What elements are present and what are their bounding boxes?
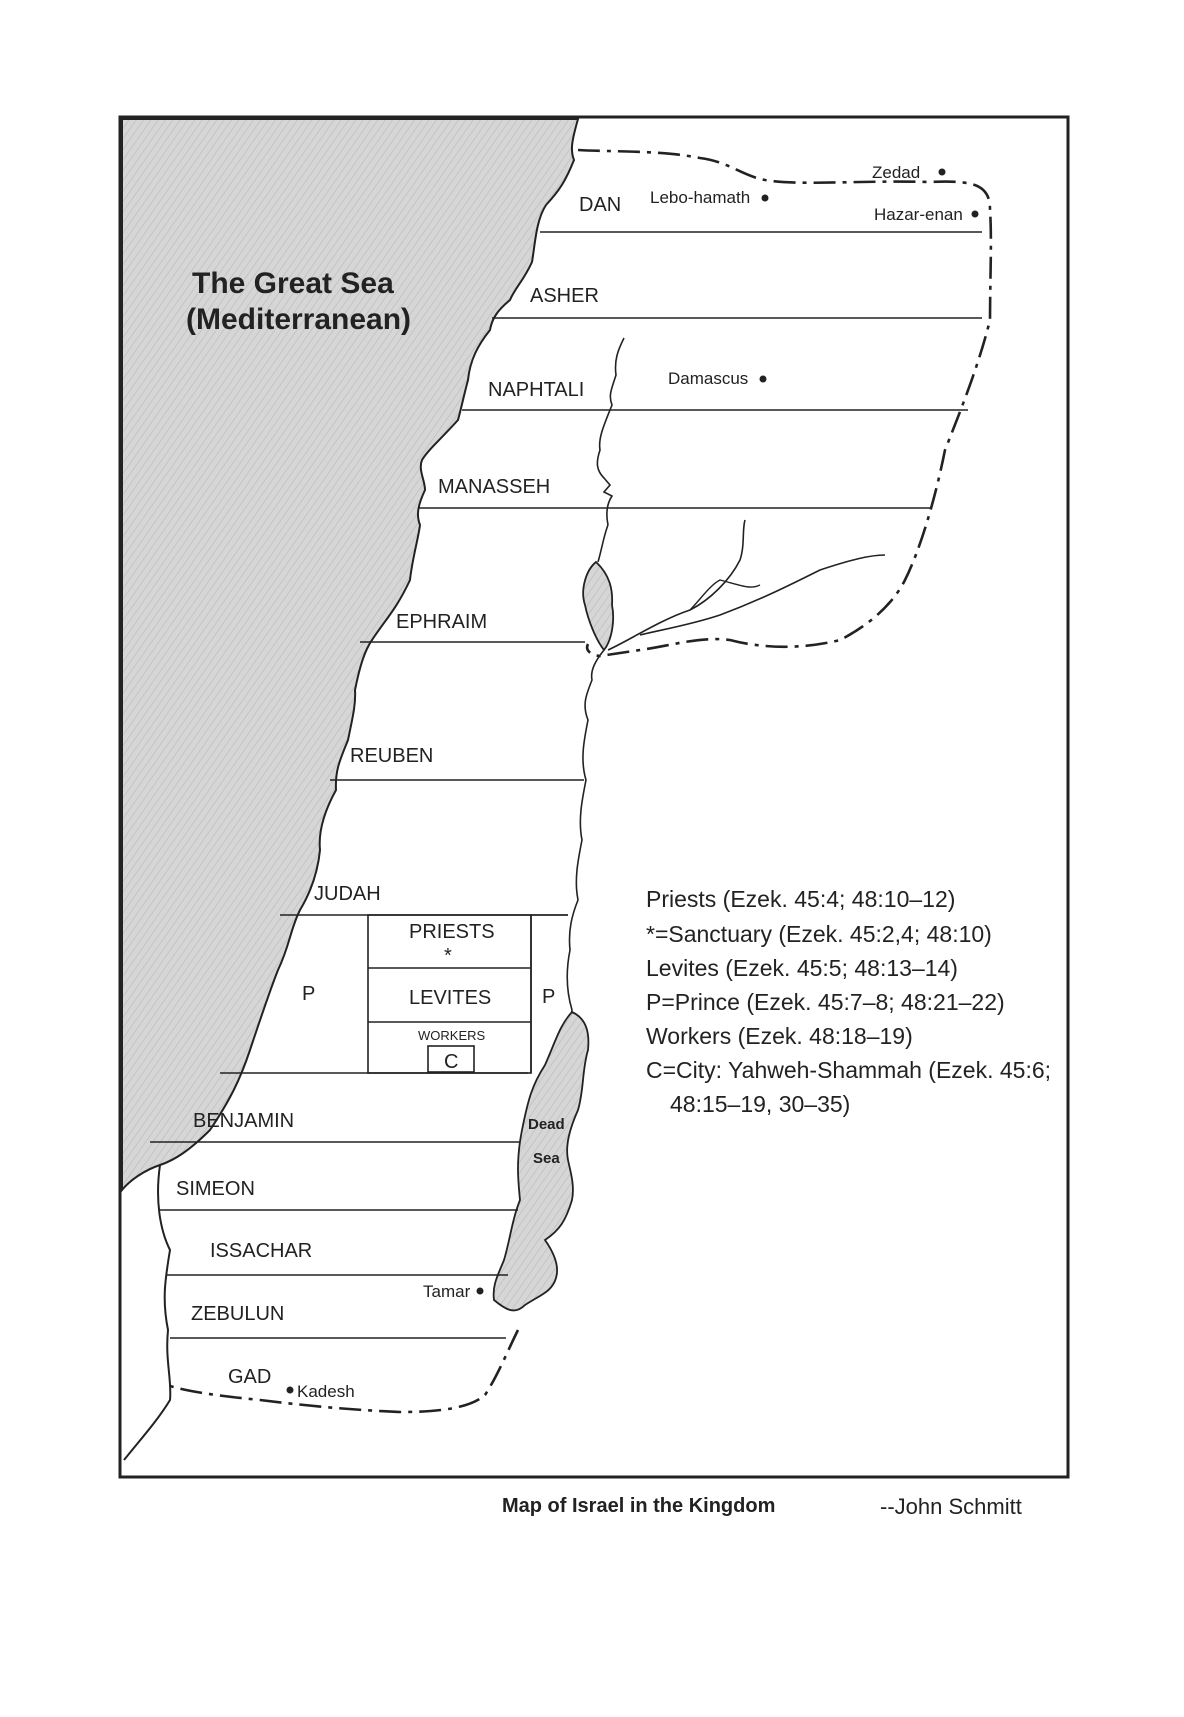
tribe-label-ephraim: EPHRAIM: [396, 611, 488, 633]
lebo-hamath-label: Lebo-hamath: [650, 188, 751, 207]
sanctuary-mark: *: [444, 945, 452, 967]
tribe-label-simeon: SIMEON: [176, 1178, 255, 1200]
zedad-label: Zedad: [872, 163, 921, 182]
tamar-dot: [477, 1288, 484, 1295]
map-caption: Map of Israel in the Kingdom: [502, 1495, 776, 1517]
damascus-dot: [760, 376, 767, 383]
legend-item: *=Sanctuary (Ezek. 45:2,4; 48:10): [646, 921, 992, 947]
tribe-label-asher: ASHER: [530, 285, 599, 307]
kadesh-label: Kadesh: [297, 1382, 355, 1401]
legend-item: Levites (Ezek. 45:5; 48:13–14): [646, 955, 958, 981]
tribe-label-zebulun: ZEBULUN: [191, 1303, 285, 1325]
tribe-label-benjamin: BENJAMIN: [193, 1110, 295, 1132]
legend-item: Priests (Ezek. 45:4; 48:10–12): [646, 886, 956, 912]
legend-item: Workers (Ezek. 48:18–19): [646, 1023, 913, 1049]
legend-item: P=Prince (Ezek. 45:7–8; 48:21–22): [646, 989, 1005, 1015]
map-author: --John Schmitt: [880, 1494, 1022, 1519]
hazar-enan-label: Hazar-enan: [874, 205, 963, 224]
tamar-label: Tamar: [423, 1282, 471, 1301]
city-label: C: [444, 1051, 459, 1073]
workers-label: WORKERS: [418, 1028, 486, 1043]
priests-label: PRIESTS: [409, 921, 495, 943]
tribe-label-reuben: REUBEN: [350, 745, 434, 767]
legend-item: 48:15–19, 30–35): [670, 1091, 851, 1117]
sea-label-line2: (Mediterranean): [186, 303, 412, 336]
damascus-label: Damascus: [668, 369, 749, 388]
kadesh-dot: [287, 1387, 294, 1394]
tribe-label-issachar: ISSACHAR: [210, 1240, 313, 1262]
tribe-label-judah: JUDAH: [314, 883, 381, 905]
legend: [646, 886, 1051, 1117]
levites-label: LEVITES: [409, 987, 492, 1009]
sea-label-line1: The Great Sea: [192, 267, 394, 300]
tribe-label-gad: GAD: [228, 1366, 272, 1388]
legend-item: C=City: Yahweh-Shammah (Ezek. 45:6;: [646, 1057, 1052, 1083]
dead-sea-label-2: Sea: [533, 1150, 560, 1167]
tribe-label-dan: DAN: [579, 194, 622, 216]
tribe-label-naphtali: NAPHTALI: [488, 379, 585, 401]
lebo-hamath-dot: [762, 195, 769, 202]
prince-east-label: P: [542, 986, 556, 1008]
hazar-enan-dot: [972, 211, 979, 218]
tribe-label-manasseh: MANASSEH: [438, 476, 551, 498]
dead-sea-label-1: Dead: [528, 1116, 565, 1133]
prince-west-label: P: [302, 983, 316, 1005]
zedad-dot: [939, 169, 946, 176]
